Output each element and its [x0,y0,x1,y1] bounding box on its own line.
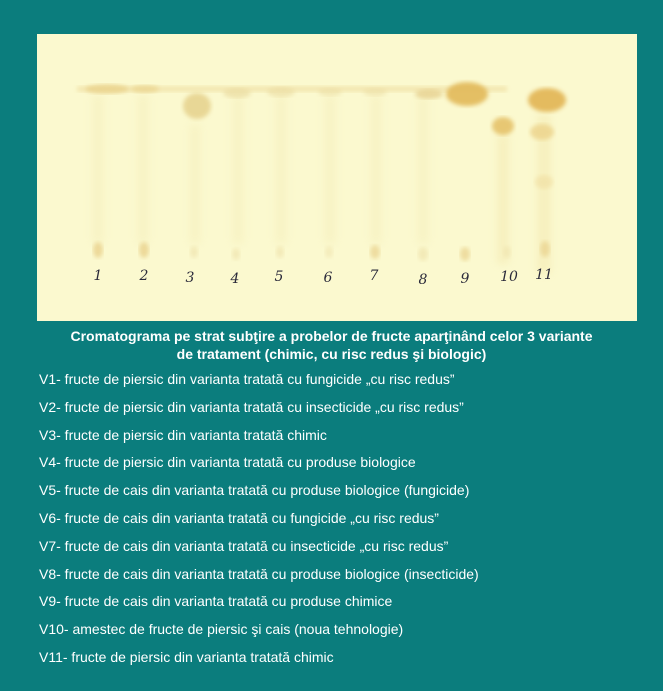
origin-spot-3 [190,246,198,258]
caption-line-1: Cromatograma pe strat subţire a probelor de fructe aparţinând celor 3 variante [70,328,593,344]
spot-9-top [446,82,488,106]
legend-item: V4- fructe de piersic din varianta tratată cu produse biologice [39,454,416,471]
spot-7-top [363,88,387,96]
origin-spot-8 [418,247,428,261]
lane-label: 1 [93,268,103,284]
variant-legend [39,369,479,675]
spot-8-top [415,89,443,99]
spot-10-top [492,117,514,135]
origin-spot-7 [370,245,380,259]
spot-11-mid [530,124,554,140]
chromatogram-plate [37,34,637,321]
figure-caption [0,327,663,363]
spot-4-top [223,88,251,98]
lane-streak [417,94,429,244]
origin-spot-9 [460,247,470,261]
legend-item: V7- fructe de cais din varianta tratată cu insecticide „cu risc redus” [39,537,449,554]
legend-item: V11- fructe de piersic din varianta tratată chimic [39,648,334,665]
legend-item: V3- fructe de piersic din varianta tratată chimic [39,426,327,443]
legend-item: V1- fructe de piersic din varianta tratată cu fungicide „cu risc redus” [39,371,455,387]
lane-label: 6 [323,270,333,286]
lane-label: 4 [230,271,240,287]
lane-streak [497,134,509,264]
spot-3-top [183,93,211,119]
spot-11-top [528,88,566,112]
lane-streak [92,94,104,244]
lane-label: 5 [274,269,284,285]
lane-label: 11 [535,267,553,283]
lane-label: 8 [418,272,428,288]
legend-item: V10- amestec de fructe de piersic şi cais (noua tehnologie) [39,621,404,638]
lane-label: 2 [139,268,149,284]
lane-label: 10 [500,269,518,285]
origin-spot-2 [139,242,149,258]
lane-label: 3 [185,270,195,286]
origin-spot-6 [325,246,333,258]
lane-label: 9 [460,271,470,287]
lane-streak [137,94,149,244]
origin-spot-11 [540,241,550,257]
lane-streak [275,94,287,244]
spot-1-top [85,84,129,94]
lane-streak [324,94,336,244]
lane-streak [370,94,382,244]
spot-11-low [535,175,553,189]
caption-line-2: de tratament (chimic, cu risc redus şi biologic) [176,346,487,362]
legend-item: V6- fructe de cais din varianta tratată cu fungicide „cu risc redus” [39,509,439,526]
origin-spot-5 [276,246,284,258]
origin-spot-1 [93,242,103,258]
legend-item: V8- fructe de cais din varianta tratată cu produse biologice (insecticide) [39,565,479,582]
origin-spot-10 [503,246,511,258]
legend-item: V2- fructe de piersic din varianta tratată cu insecticide „cu risc redus” [39,398,464,415]
spot-5-top [267,87,295,97]
legend-item: V9- fructe de cais din varianta tratată cu produse chimice [39,593,393,610]
origin-spot-4 [232,248,240,260]
lane-streak [232,94,244,244]
legend-item: V5- fructe de cais din varianta tratată cu produse biologice (fungicide) [39,482,470,499]
lane-label: 7 [369,268,379,284]
lane-streak [189,124,201,244]
spot-2-top [131,85,159,93]
spot-6-top [318,88,342,96]
